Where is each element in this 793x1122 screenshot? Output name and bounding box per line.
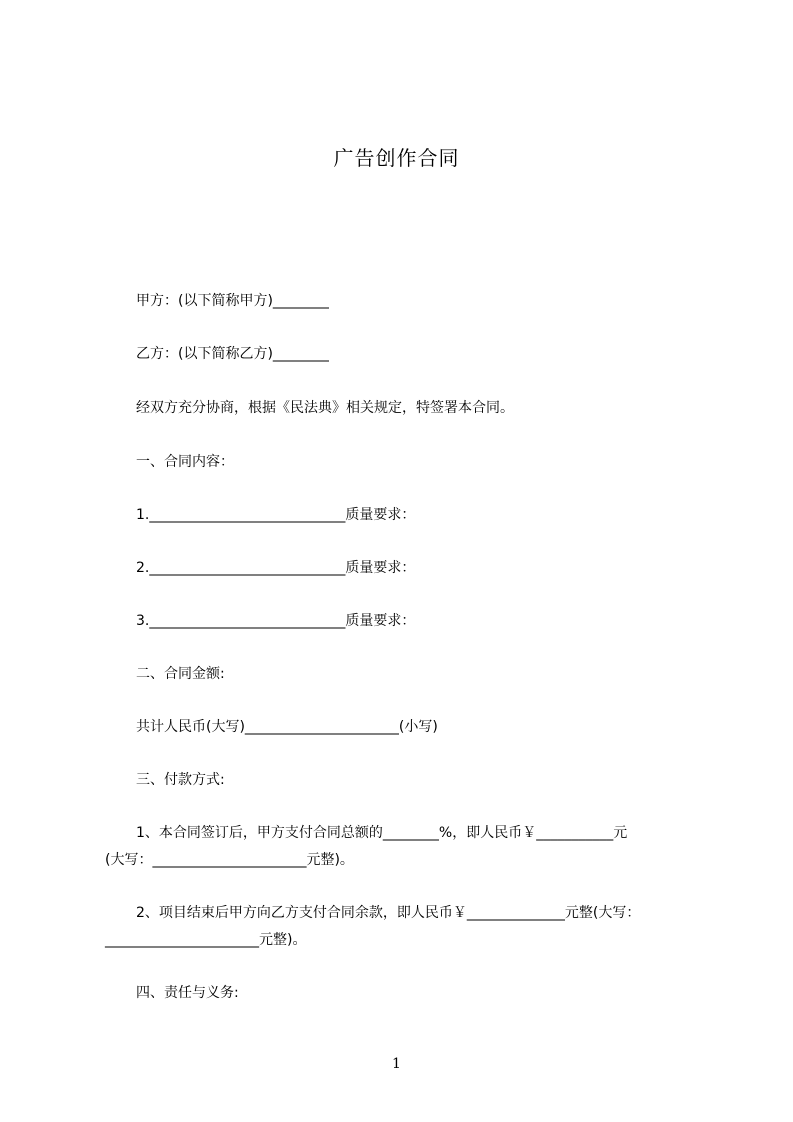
section-heading-responsibility: 四、责任与义务:: [136, 985, 239, 1001]
payment-clause-2-line-2: ______________________元整)。: [105, 932, 307, 948]
contents-item: 3.____________________________质量要求：: [136, 613, 416, 629]
payment-clause-2-line-1: 2、项目结束后甲方向乙方支付合同余款，即人民币￥______________元整(大写：: [136, 905, 641, 921]
section-heading-payment: 三、付款方式:: [136, 772, 225, 788]
payment-clause-1-line-2: (大写：______________________元整)。: [105, 852, 354, 868]
party-b-line: 乙方：(以下简称乙方)________: [136, 346, 329, 362]
contents-item: 2.____________________________质量要求：: [136, 560, 416, 576]
page-number: 1: [392, 1056, 401, 1072]
intro-paragraph: 经双方充分协商，根据《民法典》相关规定，特签署本合同。: [136, 400, 514, 416]
total-amount-line: 共计人民币(大写)______________________(小写): [136, 719, 438, 735]
party-a-line: 甲方：(以下简称甲方)________: [136, 293, 329, 309]
section-heading-amount: 二、合同金额:: [136, 666, 225, 682]
payment-clause-1-line-1: 1、本合同签订后，甲方支付合同总额的________%，即人民币￥___________元: [136, 825, 628, 841]
document-title: 广告创作合同: [333, 146, 460, 170]
contents-item: 1.____________________________质量要求：: [136, 507, 416, 523]
section-heading-contents: 一、合同内容：: [136, 454, 234, 470]
